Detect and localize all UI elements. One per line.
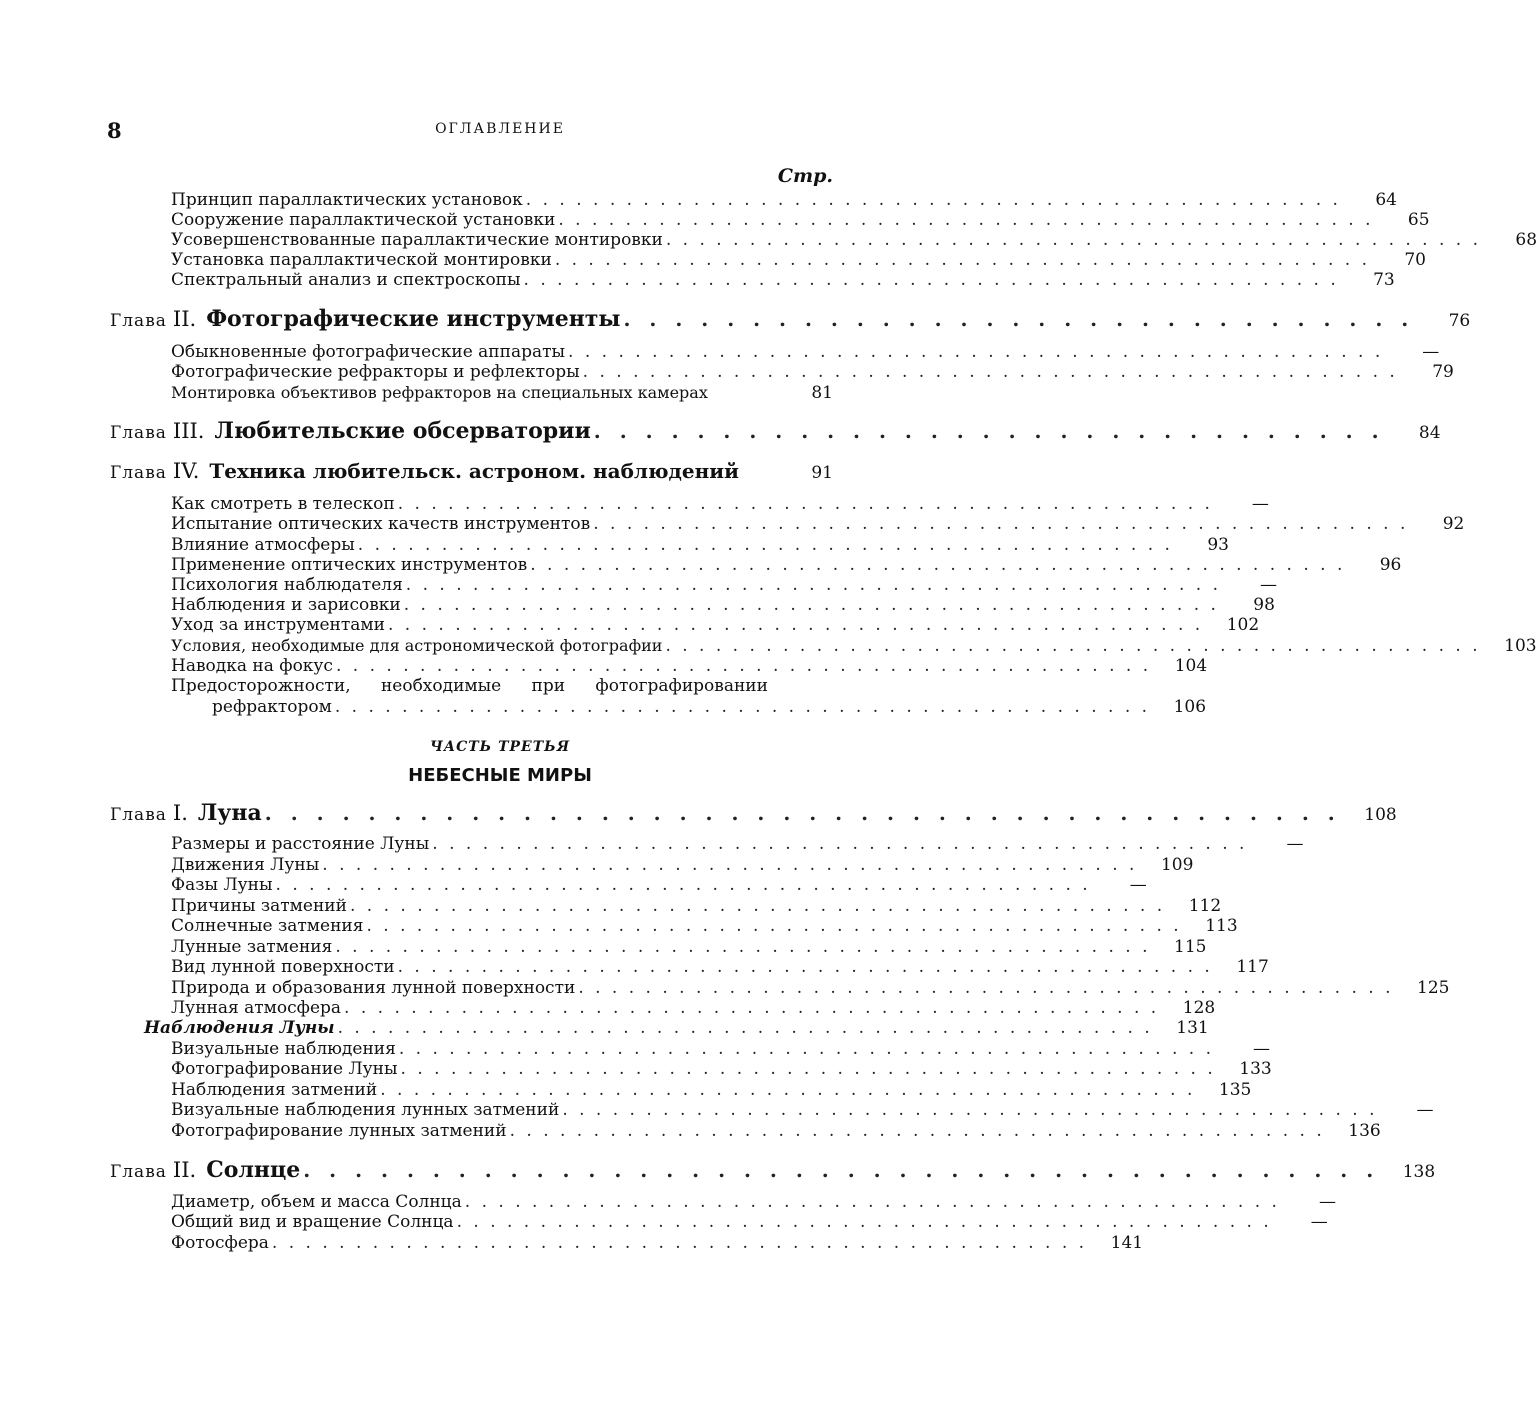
toc-entry-title: Принцип параллактических установок (171, 190, 523, 210)
toc-entry (171, 1121, 1381, 1142)
toc-entry-page: 70 (1404, 250, 1426, 270)
chapter-number: II. (172, 307, 197, 331)
toc-entry-page: 102 (1226, 615, 1260, 635)
leader-dots: . . . . . . . . . . . . . . . . . . . . . . . . . . . . . . . . . . . . . . . . . . . . . . . . . (344, 998, 1160, 1018)
toc-entry-title: Уход за инструментами (171, 615, 385, 635)
chapter-page: 91 (811, 463, 833, 483)
toc-entry-title: Лунная атмосфера (171, 998, 342, 1018)
toc-entry-title: Сооружение параллактической установки (171, 210, 556, 230)
toc-entry-title: Диаметр, объем и масса Солнца (171, 1192, 462, 1212)
toc-entry-page: 65 (1407, 210, 1430, 230)
chapter-label: Глава (110, 463, 167, 483)
toc-entry-page: 125 (1417, 978, 1450, 998)
chapter-title: Любительские обсерватории (214, 418, 591, 444)
wrap-word: фотографировании (595, 676, 768, 696)
chapter-title: Луна (197, 800, 262, 826)
leader-dots: . . . . . . . . . . . . . . . . . . . . . . . . . . . . . . . . . . . . . . . . . . . . . . . . . (335, 937, 1151, 957)
toc-entry (171, 555, 1402, 576)
toc-entry-page: 109 (1160, 855, 1194, 875)
chapter-page: 108 (1364, 805, 1397, 825)
toc-entry-title: Монтировка объективов рефракторов на специальных камерах (171, 383, 708, 402)
toc-entry-page: 117 (1236, 957, 1269, 977)
toc-entry-title: Наблюдения затмений (171, 1080, 378, 1100)
wrap-word: при (531, 676, 566, 696)
toc-entry-title: Обыкновенные фотографические аппараты (171, 342, 566, 362)
toc-entry (171, 1080, 1252, 1101)
leader-dots: . . . . . . . . . . . . . . . . . . . . . . . . . . . . . . . . . . . . . . . . . . . . . . . . . (456, 1212, 1272, 1232)
toc-entry (171, 916, 1238, 937)
chapter-label: Глава (110, 423, 167, 443)
leader-dots: . . . . . . . . . . . . . . . . . . . . . . . . . . . . . . . . . . . . . . . . . . . . . . . . . (665, 636, 1481, 656)
toc-entry (171, 382, 833, 403)
leader-dots: . . . . . . . . . . . . . . . . . . . . . . . . . . . . . . . . . . . . . . . . . . . . . . . . . (366, 916, 1182, 936)
leader-dots: . . . . . . . . . . . . . . . . . . . . . . . . . . . . . . . . . . . . . . . . . . . . . . . . . (398, 1039, 1214, 1059)
toc-entry (171, 855, 1194, 876)
toc-entry-page: — (1259, 575, 1277, 595)
toc-entry-title: Установка параллактической монтировки (171, 250, 552, 270)
toc-entry-title: Наблюдения и зарисовки (171, 595, 401, 615)
leader-dots: . . . . . . . . . . . . . . . . . . . . . . . . . . . . . . . . . . . . . . . . . . . . . . . . . (568, 342, 1384, 362)
leader-dots: . . . . . . . . . . . . . . . . . . . . . . . . . . . . . . . (623, 307, 1415, 331)
toc-entry-page: 141 (1110, 1233, 1144, 1253)
toc-entry-title: Условия, необходимые для астрономической фотографии (171, 636, 663, 655)
leader-dots: . . . . . . . . . . . . . . . . . . . . . . . . . . . . . . . . . . . . . . . . . . . . . . . . . (403, 595, 1219, 615)
toc-entry-page: — (1310, 1212, 1328, 1232)
chapter-label: Глава (110, 805, 167, 825)
toc-entry (171, 595, 1275, 616)
toc-entry-title: Солнечные затмения (171, 916, 364, 936)
leader-dots: . . . . . . . . . . . . . . . . . . . . . . . . . . . . . . . . . . . . . . . . . . (264, 801, 1341, 825)
toc-entry-page: 64 (1375, 190, 1397, 210)
toc-entry-title: Влияние атмосферы (171, 535, 355, 555)
chapter-number: II. (172, 1158, 197, 1182)
wrap-word: Предосторожности, (171, 676, 351, 696)
chapter-number: III. (172, 419, 205, 443)
toc-entry (171, 998, 1216, 1019)
toc-entry-title: Общий вид и вращение Солнца (171, 1212, 454, 1232)
chapter-label: Глава (110, 1162, 167, 1182)
toc-entry (171, 362, 1454, 383)
toc-entry-title: Применение оптических инструментов (171, 555, 528, 575)
leader-dots: . . . . . . . . . . . . . . . . . . . . . . . . . . . . . . . . . . . . . . . . . . . . . . . . . (582, 362, 1398, 382)
toc-entry-page: 115 (1174, 937, 1207, 957)
toc-entry (171, 210, 1430, 231)
toc-entry-page: 136 (1348, 1121, 1381, 1141)
leader-dots: . . . . . . . . . . . . . . . . . . . . . . . . . . . . . . . . . . . . . . . . . . . . . . . . . (380, 1080, 1196, 1100)
toc-entry-wrapped-first-line (171, 676, 768, 697)
page-number: 8 (107, 118, 122, 143)
toc-entry (171, 615, 1260, 636)
chapter-title: Фотографические инструменты (206, 306, 621, 332)
toc-entry-page: 128 (1182, 998, 1216, 1018)
leader-dots: . . . . . . . . . . . . . . . . . . . . . . . . . . . . . . . . . . . . . . . . . . . . . . . . . (271, 1233, 1088, 1253)
leader-dots: . . . . . . . . . . . . . . . . . . . . . . . . . . . . . . . . . . . . . . . . . . . . . . . . . (665, 230, 1482, 250)
toc-entry-title: Вид лунной поверхности (171, 957, 395, 977)
toc-entry-page: 106 (1173, 697, 1207, 717)
leader-dots: . . . . . . . . . . . . . . . . . . . . . . . . . . . . . . . . . . . . . . . . . . . . . . . . . (523, 270, 1339, 290)
leader-dots: . . . . . . . . . . . . . . . . . . . . . . . . . . . . . . . . . . . . . . . . . . . . . . . . . (509, 1121, 1325, 1141)
leader-dots: . . . . . . . . . . . . . . . . . . . . . . . . . . . . . . . . . . . . . . . . . . . . . . . . . (400, 1059, 1216, 1079)
toc-entry-title: Фазы Луны (171, 875, 273, 895)
toc-entry-page: — (1129, 875, 1147, 895)
toc-entry-page: 93 (1207, 535, 1229, 555)
leader-dots: . . . . . . . . . . . . . . . . . . . . . . . . . . . . . . . . . . . . . . . . . . . . . . . . . (387, 615, 1204, 635)
toc-entry-title: Как смотреть в телескоп (171, 494, 395, 514)
leader-dots: . . . . . . . . . . . . . . . . . . . . . . . . . . . . . . . . . . . . . . . . . . . . . . . . . (558, 210, 1374, 230)
toc-entry (171, 656, 1208, 677)
leader-dots: . . . . . . . . . . . . . . . . . . . . . . . . . . . . . . . (593, 419, 1385, 443)
toc-entry (171, 834, 1304, 855)
leader-dots: . . . . . . . . . . . . . . . . . . . . . . . . . . . . . . . . . . . . . . . . . . . . . . . . . (464, 1192, 1280, 1212)
leader-dots: . . . . . . . . . . . . . . . . . . . . . . . . . . . . . . . . . . . . . . . . . . . . . . . . . (554, 250, 1370, 270)
toc-chapter (110, 798, 1397, 828)
leader-dots: . . . . . . . . . . . . . . . . . . . . . . . . . . . . . . . . . . . . . . . . . . . . . . . . . (322, 855, 1138, 875)
part-title: НЕБЕСНЫЕ МИРЫ (408, 765, 592, 786)
toc-entry (171, 342, 1440, 363)
toc-entry-page: — (1253, 1039, 1270, 1059)
toc-entry (171, 937, 1207, 958)
chapter-page: 138 (1402, 1162, 1436, 1182)
chapter-page: 84 (1418, 423, 1441, 443)
toc-entry (171, 1192, 1336, 1213)
part-label: ЧАСТЬ ТРЕТЬЯ (429, 739, 571, 755)
subsection-page: 131 (1176, 1018, 1209, 1038)
chapter-number: IV. (172, 459, 200, 483)
toc-entry (171, 1059, 1272, 1080)
toc-entry (171, 978, 1450, 999)
leader-dots: . . . . . . . . . . . . . . . . . . . . . . . . . . . . . . . . . . . . . . . . . . . . . . . . . (405, 575, 1221, 595)
toc-entry (171, 1100, 1434, 1121)
toc-entry-page: 112 (1188, 896, 1222, 916)
toc-entry-page: 113 (1205, 916, 1238, 936)
toc-entry-title: Лунные затмения (171, 937, 333, 957)
toc-entry (171, 535, 1229, 556)
leader-dots: . . . . . . . . . . . . . . . . . . . . . . . . . . . . . . . . . . . . . . . . . . . . . . . . . (335, 656, 1152, 676)
toc-entry (171, 896, 1222, 917)
toc-entry-page: 96 (1379, 555, 1402, 575)
leader-dots: . . . . . . . . . . . . . . . . . . . . . . . . . . . . . . . . . . . . . . . . . . . . . . . . . (334, 697, 1151, 717)
chapter-title: Солнце (206, 1157, 301, 1183)
toc-entry (171, 1212, 1328, 1233)
toc-entry-page: 135 (1218, 1080, 1252, 1100)
toc-entry (171, 1233, 1144, 1254)
leader-dots: . . . . . . . . . . . . . . . . . . . . . . . . . . . . . . . . . . . . . . . . . . . . . . . . . (562, 1100, 1378, 1120)
toc-entry-title: Природа и образования лунной поверхности (171, 978, 576, 998)
toc-entry (171, 250, 1426, 271)
toc-entry-title: Фотографирование Луны (171, 1059, 398, 1079)
toc-entry-title: Фотографирование лунных затмений (171, 1121, 507, 1141)
toc-entry-title: Усовершенствованные параллактические монтировки (171, 230, 663, 250)
leader-dots: . . . . . . . . . . . . . . . . . . . . . . . . . . . . . . . . . . . . . . . . . . . . . . . . . (593, 514, 1409, 534)
toc-entry (171, 230, 1537, 251)
toc-entry (171, 635, 1537, 656)
toc-entry-title: Фотосфера (171, 1233, 269, 1253)
toc-entry (171, 1039, 1270, 1060)
chapter-title: Техника любительск. астроном. наблюдений (209, 459, 739, 483)
toc-chapter (110, 416, 1441, 446)
leader-dots: . . . . . . . . . . . . . . . . . . . . . . . . . . . . . . . . . . . . . . . . . . . . . . . . . (397, 957, 1213, 977)
toc-chapter (110, 1155, 1436, 1185)
toc-entry-page: 92 (1442, 514, 1465, 534)
toc-entry (171, 575, 1277, 596)
toc-chapter (110, 456, 833, 486)
toc-entry (171, 190, 1397, 211)
toc-entry-page: 68 (1515, 230, 1537, 250)
toc-entry (171, 875, 1147, 896)
toc-entry-page: — (1251, 494, 1269, 514)
toc-entry-page: 103 (1504, 636, 1537, 656)
leader-dots: . . . . . . . . . . . . . . . . . . . . . . . . . . . . . . . . . . . . . . . . . . . . . . . . . (525, 190, 1341, 210)
toc-entry-page: 104 (1174, 656, 1208, 676)
leader-dots: . . . . . . . . . . . . . . . . . . . . . . . . . . . . . . . . . . . . . . . . . . . . . . . . . (432, 834, 1248, 854)
toc-entry-title: Спектральный анализ и спектроскопы (171, 270, 521, 290)
leader-dots: . . . . . . . . . . . . . . . . . . . . . . . . . . . . . . . . . . . . . . . . . . . . . . . . . (578, 978, 1394, 998)
leader-dots: . . . . . . . . . . . . . . . . . . . . . . . . . . . . . . . . . . . . . . . . . . (303, 1158, 1380, 1182)
subsection-title: Наблюдения Луны (144, 1018, 335, 1038)
leader-dots: . . . . . . . . . . . . . . . . . . . . . . . . . . . . . . . . . . . . . . . . . . . . . . . . . (397, 494, 1213, 514)
toc-entry-title: Движения Луны (171, 855, 320, 875)
leader-dots: . . . . . . . . . . . . . . . . . . . . . . . . . . . . . . . . . . . . . . . . . . . . . . . . . (337, 1018, 1153, 1038)
chapter-label: Глава (110, 311, 167, 331)
toc-entry-wrapped-continuation (212, 697, 1207, 718)
toc-entry-title: Визуальные наблюдения (171, 1039, 396, 1059)
toc-entry (171, 270, 1395, 291)
chapter-page: 76 (1448, 311, 1471, 331)
toc-entry (171, 514, 1465, 535)
toc-entry-page: — (1416, 1100, 1434, 1120)
toc-subsection (144, 1018, 1209, 1039)
toc-entry-title: Психология наблюдателя (171, 575, 403, 595)
toc-entry-page: — (1286, 834, 1304, 854)
leader-dots: . . . . . . . . . . . . . . . . . . . . . . . . . . . . . . . . . . . . . . . . . . . . . . . . . (349, 896, 1166, 916)
toc-entry-title: Размеры и расстояние Луны (171, 834, 430, 854)
toc-entry (171, 494, 1269, 515)
wrap-word: необходимые (380, 676, 502, 696)
leader-dots: . . . . . . . . . . . . . . . . . . . . . . . . . . . . . . . . . . . . . . . . . . . . . . . . . (530, 555, 1346, 575)
chapter-number: I. (172, 801, 188, 825)
toc-entry-title: Причины затмений (171, 896, 347, 916)
leader-dots: . . . . . . . . . . . . . . . . . . . . . . . . . . . . . . . . . . . . . . . . . . . . . . . . . (357, 535, 1173, 555)
toc-entry-page: — (1318, 1192, 1336, 1212)
toc-entry-page: 81 (811, 383, 833, 403)
toc-entry-page: 73 (1373, 270, 1395, 290)
toc-entry (171, 957, 1269, 978)
toc-entry-page: — (1422, 342, 1440, 362)
leader-dots: . . . . . . . . . . . . . . . . . . . . . . . . . . . . . . . . . . . . . . . . . . . . . . . . . (275, 875, 1091, 895)
toc-entry-page: 79 (1432, 362, 1454, 382)
toc-entry-title: Фотографические рефракторы и рефлекторы (171, 362, 580, 382)
toc-entry-title: Визуальные наблюдения лунных затмений (171, 1100, 560, 1120)
running-title: ОГЛАВЛЕНИЕ (435, 121, 565, 137)
toc-entry-page: 133 (1239, 1059, 1272, 1079)
toc-entry-title: рефрактором (212, 697, 332, 717)
toc-entry-title: Наводка на фокус (171, 656, 333, 676)
toc-entry-page: 98 (1253, 595, 1275, 615)
toc-entry-title: Испытание оптических качеств инструментов (171, 514, 591, 534)
pages-column-label: Стр. (777, 165, 833, 187)
toc-chapter (110, 304, 1471, 334)
